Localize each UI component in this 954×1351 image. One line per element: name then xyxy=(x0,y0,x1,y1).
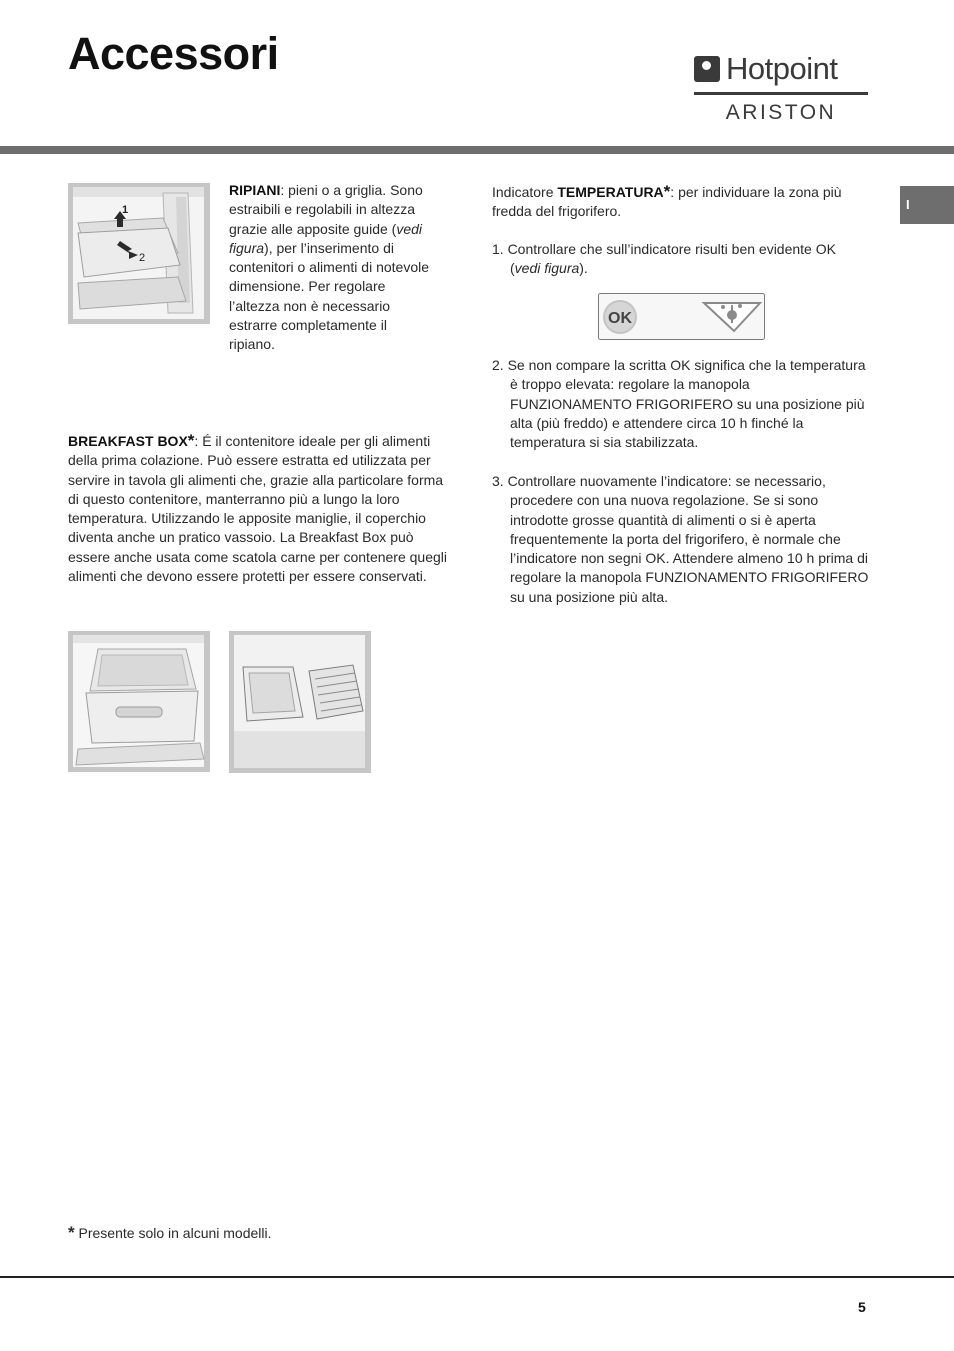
brand-bottom: ARISTON xyxy=(725,101,837,124)
indicator-ok-label: OK xyxy=(608,310,632,327)
temperatura-step-3 xyxy=(492,472,870,607)
temperatura-paragraph xyxy=(492,182,872,222)
ripiani-paragraph xyxy=(229,181,429,355)
footnote-text: Presente solo in alcuni modelli. xyxy=(74,1225,272,1241)
ripiani-figure-ref: vedi figura xyxy=(229,220,423,256)
footnote xyxy=(68,1223,272,1243)
brand-top: Hotpoint xyxy=(726,51,838,86)
temperature-indicator-figure xyxy=(598,293,765,340)
temperatura-prefix: Indicatore xyxy=(492,184,558,200)
breakfast-box-parts-figure xyxy=(229,631,371,773)
step-1-figure-ref: vedi figura xyxy=(514,260,580,277)
step-1-text-1: 1. Controllare che sull’indicatore risulti ben evidente OK ( xyxy=(492,241,836,277)
brand-divider xyxy=(694,92,868,95)
shelf-figure xyxy=(68,183,210,324)
breakfast-box-star: * xyxy=(187,431,195,450)
breakfast-box-text: : É il contenitore ideale per gli alimenti della prima colazione. Può essere estratta ed utilizzata per servire in tavola gli alimenti che, grazie alla particolare forma di questo contenitore, manterranno più a lungo la loro temperatura. Utilizzando le apposite maniglie, il coperchio diventa anche un pratico vassoio. La Breakfast Box può essere anche usata come scatola carne per contenere quegli alimenti che devono essere protetti per essere conservati. xyxy=(68,433,448,585)
ripiani-text-1: : pieni o a griglia. Sono estraibili e regolabili in altezza grazie alle apposite guide ( xyxy=(229,182,423,237)
footnote-star: * xyxy=(68,1223,75,1242)
step-3-text: 3. Controllare nuovamente l’indicatore: se necessario, procedere con una nuova regolazione. Se si sono introdotte grosse quantità di alimenti o si è aperta frequentemente la porta del frigorifero, è normale che l’indicatore non segni OK. Attendere almeno 10 h prima di regolare la manopola FUNZIONAMENTO FRIGORIFERO su una posizione più alta. xyxy=(492,473,869,605)
shelf-figure-label-1: 1 xyxy=(122,204,129,216)
breakfast-box-fridge-figure xyxy=(68,631,210,772)
breakfast-box-paragraph xyxy=(68,431,448,586)
ripiani-text-2: ), per l’inserimento di contenitori o alimenti di notevole dimensione. Per regolare l’altezza non è necessario estrarre completamente il ripiano. xyxy=(229,239,430,353)
temperatura-step-1 xyxy=(492,240,870,279)
ripiani-heading: RIPIANI xyxy=(229,182,281,198)
hotpoint-ariston-logo xyxy=(694,52,870,128)
footer-rule xyxy=(0,1276,954,1278)
language-tab: I xyxy=(900,186,954,224)
shelf-figure-label-2: 2 xyxy=(139,252,146,264)
hotpoint-logo-icon xyxy=(694,56,720,82)
temperatura-text: : per individuare la zona più fredda del frigorifero. xyxy=(492,184,842,220)
temperatura-star: * xyxy=(663,182,671,201)
header-rule xyxy=(0,146,954,154)
page-number: 5 xyxy=(858,1299,866,1315)
page-title: Accessori xyxy=(68,28,279,79)
temperatura-heading: TEMPERATURA xyxy=(557,184,664,200)
breakfast-box-heading: BREAKFAST BOX xyxy=(68,433,188,449)
step-1-text-2: ). xyxy=(579,260,588,277)
temperatura-step-2 xyxy=(492,356,870,452)
step-2-text: 2. Se non compare la scritta OK significa che la temperatura è troppo elevata: regolare la manopola FUNZIONAMENTO FRIGORIFERO su una posizione più alta (più freddo) e attendere circa 10 h finché la temperatura si sia stabilizzata. xyxy=(492,357,866,451)
